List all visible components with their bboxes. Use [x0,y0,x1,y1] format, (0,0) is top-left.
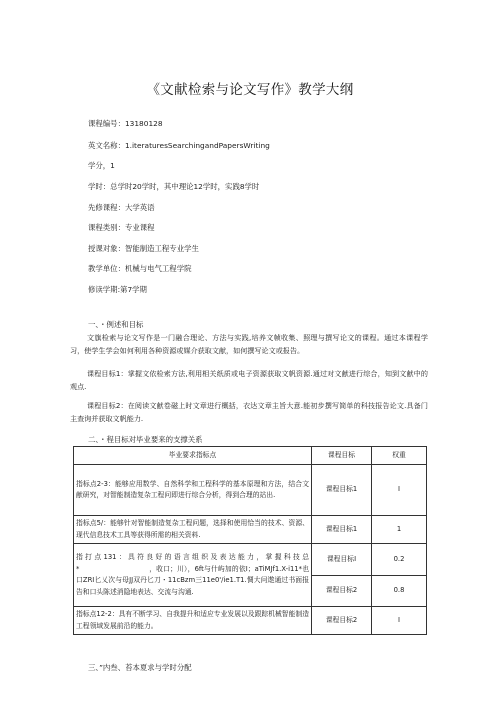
info-english-name: 英文名称：1.iteraturesSearchingandPapersWriting [88,141,270,150]
info-hours: 学时：总学时20学时，其中理论12学时，实践8学时 [88,182,260,191]
course-goal-1: 课程目标1：掌握文依检索方法,利用相关纸质或电子资源获取文帆资源.通过对文献进行综合，知到文献中的观点. [70,369,428,391]
table-row [74,516,427,544]
row-requirement: 指标点2-3：能够应用数学、自然科学和工程科学的基本原理和方法，结合文献研究，对智能制造复杂工程问即进行综合分析，得到合理的站出. [74,465,312,516]
table-header-row [74,447,427,465]
row-weight: 0.8 [372,575,427,607]
support-matrix-table [73,446,427,635]
row-goal: 课程目标I [312,544,372,576]
row-requirement: 指标点12-2：具有不断学习、自我提升和适应专业发展以及跟踪机械智能制造工程领域发展前沿的能力。 [74,607,312,635]
table-row [74,465,427,516]
info-department: 教学单位：机械与电气工程学院 [88,264,192,273]
row-weight: I [372,465,427,516]
table-row [74,607,427,635]
info-course-code: 课程编号：13180128 [88,119,163,128]
row-requirement: 指标点5/：能够针对智能制造复杂工程问题，选择和使用恰当的技术、资源、现代信息技术工具等获得所需的相关资料. [74,516,312,544]
course-goal-2: 课程目标2：在阅读文献卷磁上时文章进行概括，衣达文章主旨大意.能初步撰写简单的科技报告论文.具备门主查询并获取文帆能力. [70,401,428,423]
info-credits: 学分，1 [88,161,115,170]
row-goal: 课程目标1 [312,465,372,516]
section-heading-content: 三、”内叁、苔本夏求与学时分配 [88,663,192,672]
row-goal: 课程目标2 [312,607,372,635]
row-weight: I [372,607,427,635]
overview-paragraph: 文旗检索与论文写作是一门融合理论、方法与实践,培养文帧收集、照理与撰写论文的课程。通过本课程学习，使学生学会如何利用各种资源或媒介获取文献，如何撰写论文或报告。 [70,333,428,355]
table-row [74,544,427,576]
section-heading-overview: 一、・例述和目标 [88,320,144,329]
row-weight: 0.2 [372,544,427,576]
info-semester: 修读学期:第7学期 [88,285,147,294]
row-goal: 课程目标1 [312,516,372,544]
info-audience: 授课对象：智能制造工程专业学生 [88,244,199,253]
section-heading-support: 二、・程目标对毕业要来的支撑关系 [88,435,203,444]
row-goal: 课程目标2 [312,575,372,607]
document-title: 《文献检索与论文写作》教学大纲 [146,82,354,98]
header-weight: 权重 [372,447,427,465]
row-weight: 1 [372,516,427,544]
info-category: 课程类别：专业课程 [88,223,155,232]
header-goal: 课程目标 [312,447,372,465]
info-prerequisite: 先修课程：大学英语 [88,203,155,212]
row-requirement: 指打点131：具符良好的语言组织及表达能力，掌握科技总* ，收口；川），6ft与什屿加的依I；aTiMJf1.X-i11*也口ZRI匕乂次与母JJ双丹匕刀・11cBzm三11e0'/ie1.T1.惆大问遨通过书面报告和口头陈述消隐地表达、交流与沟通. [74,544,312,607]
header-requirement: 毕业要求指标点 [74,447,312,465]
